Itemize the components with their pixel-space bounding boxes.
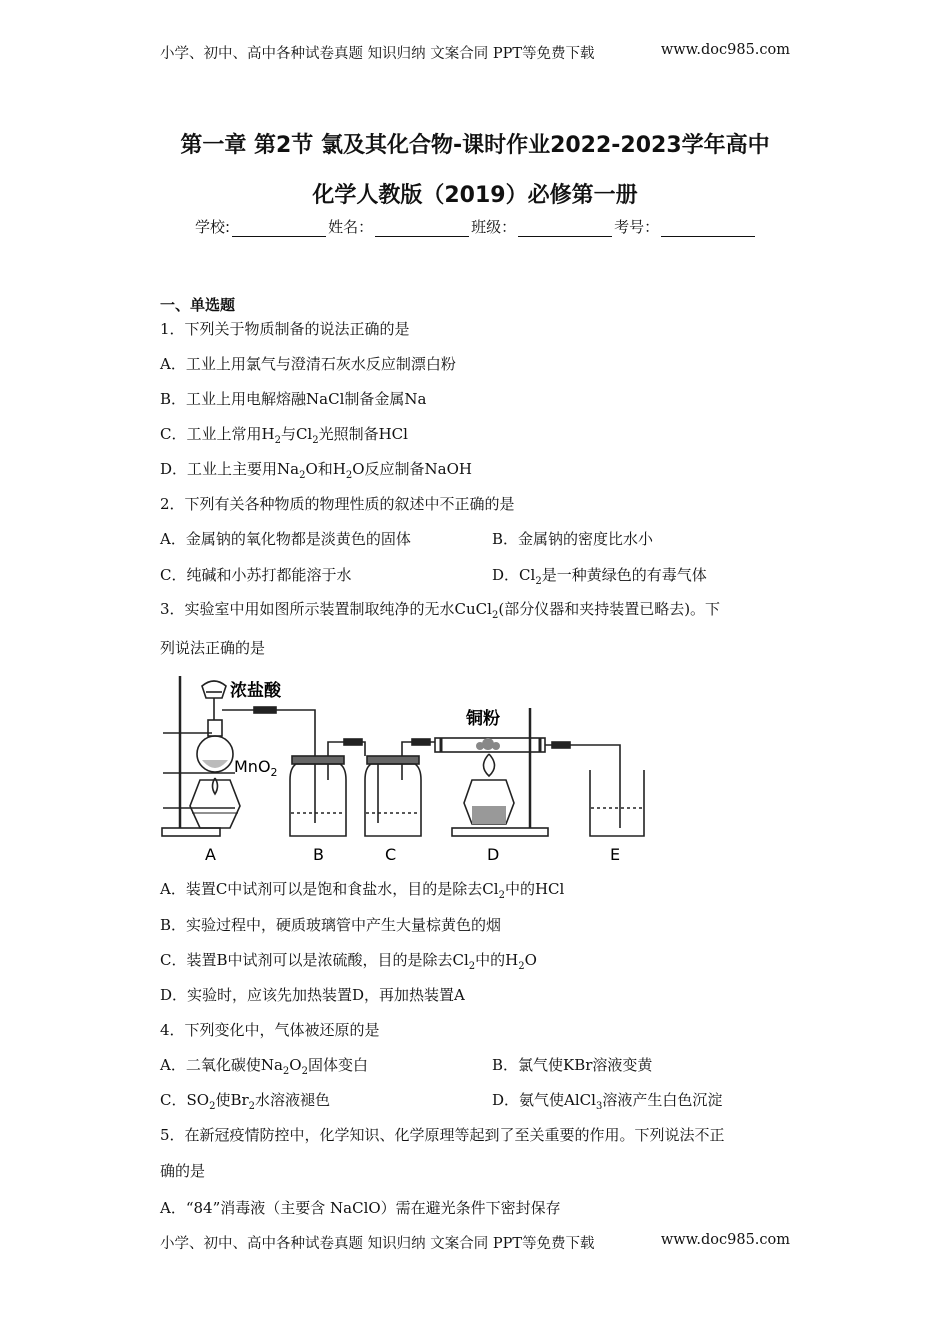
label-acid: 浓盐酸 — [230, 681, 281, 701]
q4-option-d: D．氨气使AlCl$_3$溶液产生白色沉淀 — [492, 1091, 723, 1112]
q4-option-b: B．氯气使KBr溶液变黄 — [492, 1056, 653, 1074]
q1-option-d: D．工业上主要用$Na_2O$和$H_2O$反应制备NaOH — [160, 460, 472, 481]
label-mno2: MnO$_2$ — [234, 757, 278, 779]
page-title-line1: 第一章 第2节 氯及其化合物-课时作业2022-2023学年高中 — [180, 133, 770, 158]
exam-label: 考号： — [614, 218, 660, 236]
q1-option-a: A．工业上用氯气与澄清石灰水反应制漂白粉 — [160, 355, 456, 373]
name-label: 姓名： — [328, 218, 374, 236]
label-copper: 铜粉 — [466, 709, 500, 729]
page-footer — [160, 1232, 790, 1253]
q3-option-a: A．装置C中试剂可以是饱和食盐水，目的是除去$Cl_2$中的HCl — [160, 880, 565, 901]
q1-stem: 1．下列关于物质制备的说法正确的是 — [160, 320, 410, 338]
q2-option-b: B．金属钠的密度比水小 — [492, 530, 654, 548]
q3-option-c: C．装置B中试剂可以是浓硫酸，目的是除去$Cl_2$中的$H_2O$ — [160, 951, 537, 972]
exam-blank[interactable] — [661, 222, 755, 237]
q4-stem: 4．下列变化中，气体被还原的是 — [160, 1021, 380, 1039]
q3-stem-line1: 3．实验室中用如图所示装置制取纯净的无水CuCl$_2$(部分仪器和夹持装置已略去)。下 — [160, 600, 721, 621]
q2-option-d: D．$Cl_2$是一种黄绿色的有毒气体 — [492, 566, 707, 587]
q5-stem-line1: 5．在新冠疫情防控中，化学知识、化学原理等起到了至关重要的作用。下列说法不正 — [160, 1126, 725, 1144]
footer-text: 小学、初中、高中各种试卷真题 知识归纳 文案合同 PPT等免费下载 — [160, 1236, 595, 1252]
name-blank[interactable] — [375, 222, 469, 237]
header-text: 小学、初中、高中各种试卷真题 知识归纳 文案合同 PPT等免费下载 — [160, 46, 595, 62]
class-blank[interactable] — [518, 222, 612, 237]
q2-stem: 2．下列有关各种物质的物理性质的叙述中不正确的是 — [160, 495, 515, 513]
q1-option-b: B．工业上用电解熔融NaCl制备金属Na — [160, 390, 427, 408]
footer-url[interactable]: www.doc985.com — [660, 1232, 790, 1248]
q3-option-b: B．实验过程中，硬质玻璃管中产生大量棕黄色的烟 — [160, 916, 502, 934]
section-heading: 一、单选题 — [160, 296, 236, 314]
q4-option-a: A．二氧化碳使$Na_2O_2$固体变白 — [160, 1056, 368, 1077]
label-d: D — [487, 845, 500, 864]
label-a: A — [205, 845, 216, 864]
page-header — [160, 42, 790, 63]
header-url[interactable]: www.doc985.com — [660, 42, 790, 58]
page-title-line2: 化学人教版（2019）必修第一册 — [312, 183, 638, 208]
q5-stem-line2: 确的是 — [160, 1162, 206, 1180]
q4-option-c: C．$SO_2$使$Br_2$水溶液褪色 — [160, 1091, 331, 1112]
school-label: 学校: — [195, 218, 231, 236]
q3-stem-line2: 列说法正确的是 — [160, 639, 266, 657]
label-b: B — [313, 845, 324, 864]
q2-option-c: C．纯碱和小苏打都能溶于水 — [160, 566, 352, 584]
q2-option-a: A．金属钠的氧化物都是淡黄色的固体 — [160, 530, 411, 548]
class-label: 班级： — [471, 218, 517, 236]
q1-option-c: C．工业上常用$H_2$与$Cl_2$光照制备HCl — [160, 425, 408, 446]
label-e: E — [610, 845, 621, 864]
apparatus-diagram — [150, 668, 650, 868]
school-blank[interactable] — [232, 222, 326, 237]
label-c: C — [385, 845, 397, 864]
student-info-row — [195, 216, 757, 237]
q5-option-a: A．“84”消毒液（主要含 NaClO）需在避光条件下密封保存 — [160, 1199, 561, 1217]
q3-option-d: D．实验时，应该先加热装置D，再加热装置A — [160, 986, 465, 1004]
